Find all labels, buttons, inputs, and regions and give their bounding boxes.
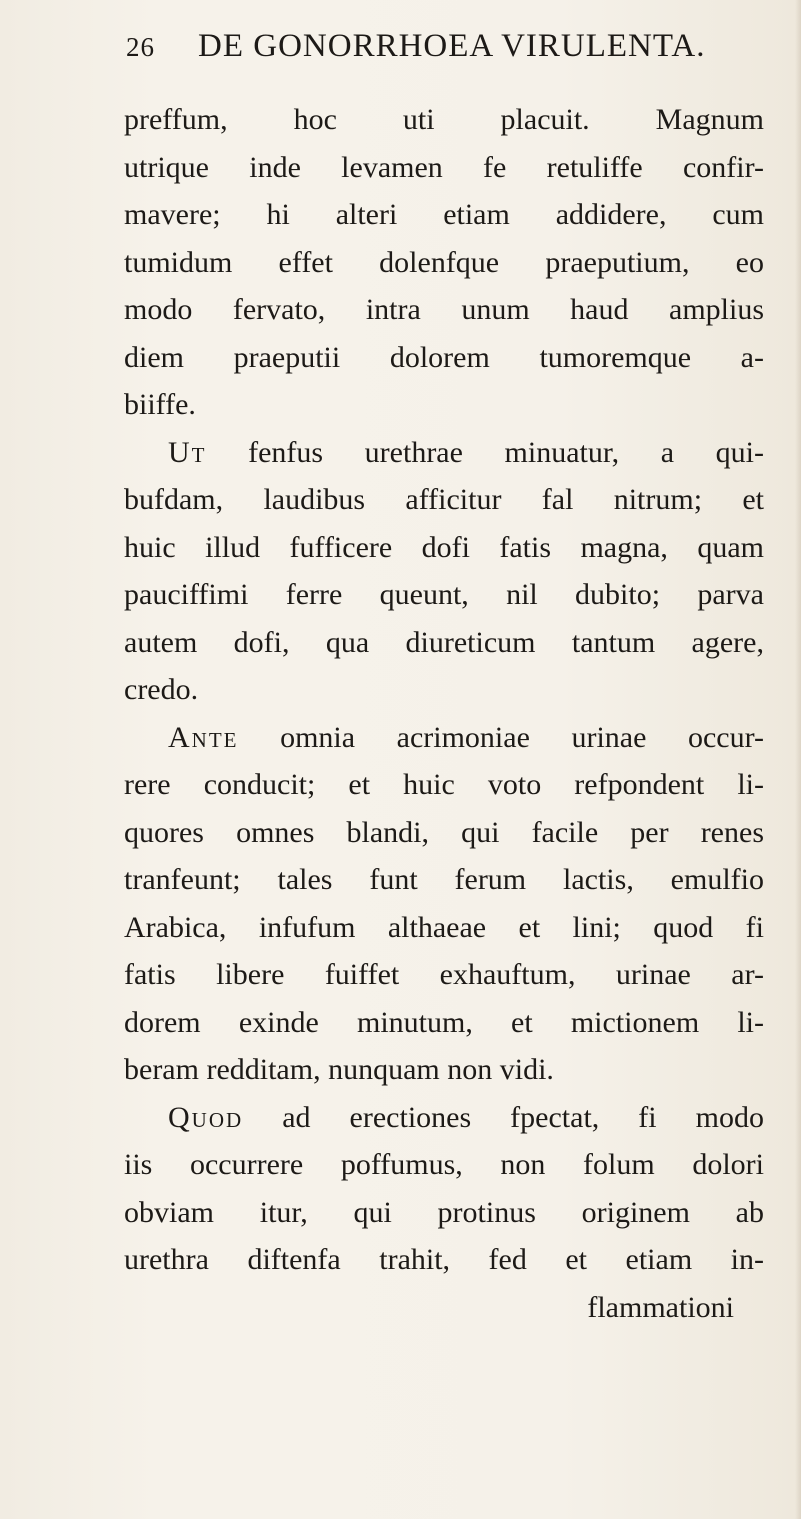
text-line: rere conducit; et huic voto refpondent li- [124, 768, 764, 801]
page-number: 26 [126, 32, 155, 62]
text-span: ad erectiones fpectat, fi modo [243, 1100, 764, 1134]
text-line: preffum, hoc uti placuit. Magnum [124, 103, 764, 136]
text-line: Arabica, infufum althaeae et lini; quod fi [124, 910, 764, 944]
text-span: fenfus urethrae minuatur, a qui- [206, 435, 764, 469]
text-block [124, 96, 764, 1331]
text-line: credo. [124, 673, 199, 706]
text-line: tranfeunt; tales funt ferum lactis, emulfio [124, 863, 764, 896]
text-line: modo fervato, intra unum haud amplius [124, 293, 764, 326]
text-line: urethra diftenfa trahit, fed et etiam in- [124, 1243, 764, 1276]
paragraph-lead-word: Ante [168, 720, 239, 754]
text-line: iis occurrere poffumus, non folum dolori [124, 1148, 764, 1181]
text-line: fatis libere fuiffet exhauftum, urinae ar- [124, 958, 764, 991]
page-edge-shadow [795, 0, 801, 1519]
text-line: tumidum effet dolenfque praeputium, eo [124, 245, 764, 279]
paragraph-first-line [124, 429, 764, 477]
text-line: bufdam, laudibus afficitur fal nitrum; et [124, 483, 764, 516]
paragraph-lead-word: Quod [168, 1100, 244, 1134]
running-title: DE GONORRHOEA VIRULENTA. [198, 28, 706, 64]
text-line: autem dofi, qua diureticum tantum agere, [124, 625, 764, 659]
text-line: utrique inde levamen fe retuliffe confir- [124, 150, 764, 184]
paragraph-first-line [124, 1094, 764, 1142]
text-line: beram redditam, nunquam non vidi. [124, 1053, 554, 1086]
text-span: omnia acrimoniae urinae occur- [238, 720, 764, 754]
text-line: quores omnes blandi, qui facile per renes [124, 815, 764, 849]
paragraph-first-line [124, 714, 764, 762]
paragraph-lead-word: Ut [168, 435, 207, 469]
catchword: flammationi [587, 1290, 734, 1324]
text-line: dorem exinde minutum, et mictionem li- [124, 1005, 764, 1039]
text-line: biiffe. [124, 388, 196, 421]
text-line: huic illud fufficere dofi fatis magna, quam [124, 530, 764, 564]
running-header [126, 28, 766, 72]
text-line: diem praeputii dolorem tumoremque a- [124, 340, 764, 374]
text-line: obviam itur, qui protinus originem ab [124, 1195, 764, 1229]
text-line: mavere; hi alteri etiam addidere, cum [124, 198, 764, 231]
text-line: pauciffimi ferre queunt, nil dubito; parva [124, 578, 764, 611]
